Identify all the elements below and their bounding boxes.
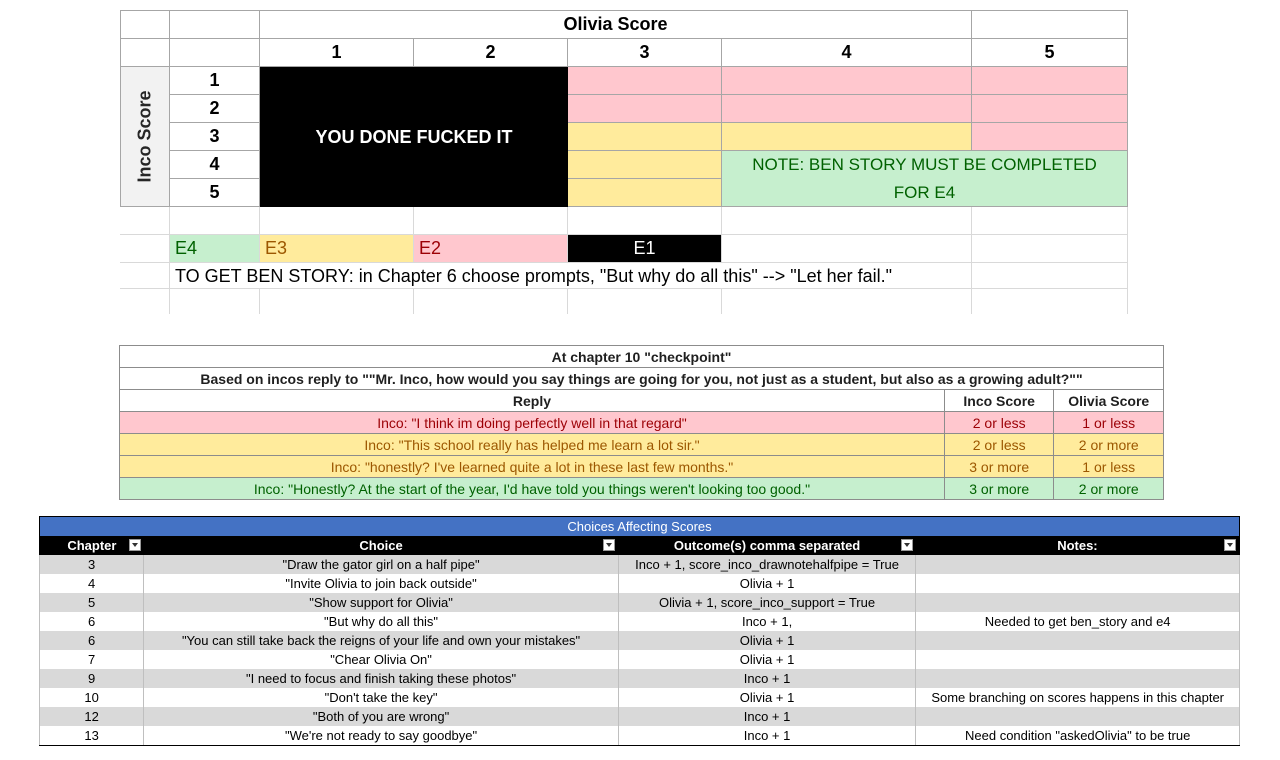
outcome-cell: Inco + 1, bbox=[618, 612, 916, 631]
header-olivia-score: Olivia Score bbox=[1054, 390, 1164, 412]
notes-cell bbox=[916, 574, 1240, 593]
header-chapter[interactable] bbox=[40, 536, 144, 555]
table-row bbox=[120, 456, 1164, 478]
inco-score-header bbox=[120, 67, 170, 207]
olivia-score-header: Olivia Score bbox=[260, 10, 972, 39]
header-outcome-label: Outcome(s) comma separated bbox=[673, 538, 861, 553]
header-reply: Reply bbox=[120, 390, 945, 412]
inco-score-label: Inco Score bbox=[134, 90, 155, 183]
corner-cell bbox=[120, 10, 170, 39]
empty-cell bbox=[722, 235, 972, 263]
legend-e4: E4 bbox=[170, 235, 260, 263]
empty-cell bbox=[120, 235, 170, 263]
reply-cell: Inco: "honestly? I've learned quite a lot in these last few months." bbox=[120, 456, 945, 478]
row-label-3: 3 bbox=[170, 123, 260, 151]
outcome-cell: Olivia + 1, score_inco_support = True bbox=[618, 593, 916, 612]
outcome-cell: Olivia + 1 bbox=[618, 650, 916, 669]
grid-cell-pink bbox=[722, 95, 972, 123]
empty-cell bbox=[120, 207, 170, 235]
outcome-cell: Inco + 1, score_inco_drawnotehalfpipe = True bbox=[618, 555, 916, 574]
outcome-cell: Olivia + 1 bbox=[618, 574, 916, 593]
header-outcome[interactable] bbox=[618, 536, 916, 555]
choice-cell: "We're not ready to say goodbye" bbox=[144, 726, 618, 746]
table-row bbox=[40, 631, 1240, 650]
empty-cell bbox=[260, 207, 414, 235]
table-row bbox=[120, 412, 1164, 434]
table-row bbox=[120, 478, 1164, 500]
filter-dropdown-icon[interactable] bbox=[603, 539, 615, 551]
empty-cell bbox=[568, 289, 722, 314]
chapter-cell: 6 bbox=[40, 612, 144, 631]
header-chapter-label: Chapter bbox=[67, 538, 117, 553]
empty-cell bbox=[414, 289, 568, 314]
header-notes[interactable] bbox=[916, 536, 1240, 555]
notes-cell: Some branching on scores happens in this chapter bbox=[916, 688, 1240, 707]
table-row bbox=[40, 707, 1240, 726]
table-row bbox=[40, 574, 1240, 593]
empty-cell bbox=[972, 207, 1128, 235]
col-label-4: 4 bbox=[722, 39, 972, 67]
inco-cell: 2 or less bbox=[944, 412, 1054, 434]
choice-cell: "Show support for Olivia" bbox=[144, 593, 618, 612]
chapter-cell: 4 bbox=[40, 574, 144, 593]
outcome-cell: Inco + 1 bbox=[618, 669, 916, 688]
table-row bbox=[40, 593, 1240, 612]
checkpoint-subtitle: Based on incos reply to ""Mr. Inco, how would you say things are going for you, not just as a student, but also as a growing adult?"" bbox=[120, 368, 1164, 390]
inco-cell: 3 or more bbox=[944, 456, 1054, 478]
table-row bbox=[40, 726, 1240, 746]
notes-cell bbox=[916, 593, 1240, 612]
reply-cell: Inco: "Honestly? At the start of the year, I'd have told you things weren't looking too good." bbox=[120, 478, 945, 500]
row-label-2: 2 bbox=[170, 95, 260, 123]
checkpoint-title: At chapter 10 "checkpoint" bbox=[120, 346, 1164, 368]
chapter-cell: 10 bbox=[40, 688, 144, 707]
row-label-4: 4 bbox=[170, 151, 260, 179]
outcome-cell: Olivia + 1 bbox=[618, 631, 916, 650]
ben-story-note: NOTE: BEN STORY MUST BE COMPLETED FOR E4 bbox=[722, 151, 1128, 207]
grid-cell-pink bbox=[568, 67, 722, 95]
outcome-cell: Inco + 1 bbox=[618, 707, 916, 726]
chapter-cell: 5 bbox=[40, 593, 144, 612]
notes-cell bbox=[916, 631, 1240, 650]
notes-cell bbox=[916, 707, 1240, 726]
chapter-cell: 9 bbox=[40, 669, 144, 688]
choice-cell: "Both of you are wrong" bbox=[144, 707, 618, 726]
notes-cell: Need condition "askedOlivia" to be true bbox=[916, 726, 1240, 746]
grid-cell-pink bbox=[568, 95, 722, 123]
olivia-cell: 2 or more bbox=[1054, 434, 1164, 456]
empty-cell bbox=[722, 289, 972, 314]
inco-cell: 2 or less bbox=[944, 434, 1054, 456]
header-notes-label: Notes: bbox=[1057, 538, 1098, 553]
corner-cell bbox=[120, 39, 170, 67]
empty-cell bbox=[722, 207, 972, 235]
choice-cell: "But why do all this" bbox=[144, 612, 618, 631]
header-inco-score: Inco Score bbox=[944, 390, 1054, 412]
inco-cell: 3 or more bbox=[944, 478, 1054, 500]
choice-cell: "I need to focus and finish taking these photos" bbox=[144, 669, 618, 688]
outcome-cell: Inco + 1 bbox=[618, 726, 916, 746]
col-label-3: 3 bbox=[568, 39, 722, 67]
choices-table bbox=[39, 516, 1240, 746]
choice-cell: "Chear Olivia On" bbox=[144, 650, 618, 669]
grid-cell-yellow bbox=[568, 123, 722, 151]
score-grid bbox=[120, 10, 1128, 314]
table-row bbox=[40, 612, 1240, 631]
checkpoint-table bbox=[119, 345, 1164, 500]
grid-cell-pink bbox=[972, 95, 1128, 123]
choice-cell: "Draw the gator girl on a half pipe" bbox=[144, 555, 618, 574]
notes-cell bbox=[916, 650, 1240, 669]
col-label-5: 5 bbox=[972, 39, 1128, 67]
row-label-1: 1 bbox=[170, 67, 260, 95]
empty-cell bbox=[170, 207, 260, 235]
choice-cell: "You can still take back the reigns of your life and own your mistakes" bbox=[144, 631, 618, 650]
table-row bbox=[40, 688, 1240, 707]
fail-zone-block: YOU DONE FUCKED IT bbox=[260, 67, 568, 207]
filter-dropdown-icon[interactable] bbox=[1224, 539, 1236, 551]
col-label-2: 2 bbox=[414, 39, 568, 67]
reply-cell: Inco: "This school really has helped me learn a lot sir." bbox=[120, 434, 945, 456]
empty-cell bbox=[972, 235, 1128, 263]
table-row bbox=[120, 434, 1164, 456]
empty-cell bbox=[414, 207, 568, 235]
notes-cell bbox=[916, 669, 1240, 688]
empty-cell bbox=[120, 289, 170, 314]
notes-cell bbox=[916, 555, 1240, 574]
header-choice[interactable] bbox=[144, 536, 618, 555]
grid-cell-yellow bbox=[568, 179, 722, 207]
ben-story-instructions: TO GET BEN STORY: in Chapter 6 choose prompts, "But why do all this" --> "Let her fail." bbox=[175, 266, 893, 286]
table-row bbox=[40, 669, 1240, 688]
filter-dropdown-icon[interactable] bbox=[129, 539, 141, 551]
grid-cell-pink bbox=[722, 67, 972, 95]
choice-cell: "Don't take the key" bbox=[144, 688, 618, 707]
col-label-1: 1 bbox=[260, 39, 414, 67]
empty-cell bbox=[972, 289, 1128, 314]
notes-cell: Needed to get ben_story and e4 bbox=[916, 612, 1240, 631]
empty-cell bbox=[120, 263, 170, 289]
grid-cell-yellow bbox=[568, 151, 722, 179]
empty-cell bbox=[170, 289, 260, 314]
olivia-cell: 1 or less bbox=[1054, 412, 1164, 434]
chapter-cell: 3 bbox=[40, 555, 144, 574]
table-row bbox=[40, 555, 1240, 574]
chapter-cell: 7 bbox=[40, 650, 144, 669]
choice-cell: "Invite Olivia to join back outside" bbox=[144, 574, 618, 593]
table-row bbox=[40, 650, 1240, 669]
olivia-cell: 2 or more bbox=[1054, 478, 1164, 500]
header-choice-label: Choice bbox=[359, 538, 403, 553]
empty-header-cell bbox=[972, 10, 1128, 39]
grid-cell-pink bbox=[972, 123, 1128, 151]
chapter-cell: 13 bbox=[40, 726, 144, 746]
olivia-cell: 1 or less bbox=[1054, 456, 1164, 478]
chapter-cell: 6 bbox=[40, 631, 144, 650]
empty-cell bbox=[568, 207, 722, 235]
outcome-cell: Olivia + 1 bbox=[618, 688, 916, 707]
row-label-5: 5 bbox=[170, 179, 260, 207]
corner-cell bbox=[170, 10, 260, 39]
grid-cell-pink bbox=[972, 67, 1128, 95]
filter-dropdown-icon[interactable] bbox=[901, 539, 913, 551]
empty-cell bbox=[972, 263, 1128, 289]
legend-e1: E1 bbox=[568, 235, 722, 263]
chapter-cell: 12 bbox=[40, 707, 144, 726]
corner-cell bbox=[170, 39, 260, 67]
grid-cell-yellow bbox=[722, 123, 972, 151]
choices-title: Choices Affecting Scores bbox=[40, 517, 1240, 537]
legend-e3: E3 bbox=[260, 235, 414, 263]
legend-e2: E2 bbox=[414, 235, 568, 263]
empty-cell bbox=[260, 289, 414, 314]
reply-cell: Inco: "I think im doing perfectly well in that regard" bbox=[120, 412, 945, 434]
